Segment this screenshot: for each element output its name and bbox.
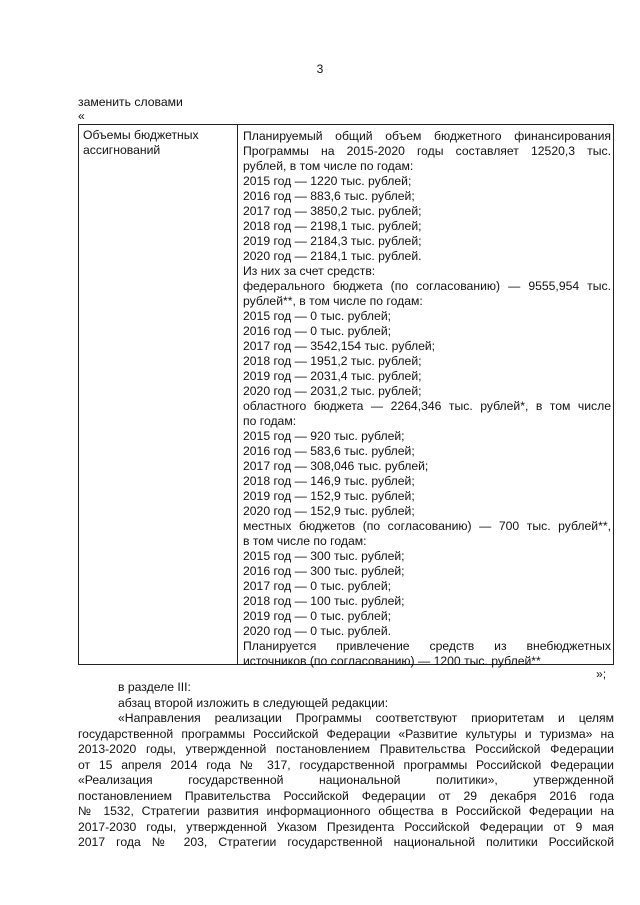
content-line: 2015 год — 300 тыс. рублей; <box>243 549 405 563</box>
content-line: рублей, в том числе по годам: <box>243 159 414 173</box>
intro-open-quote: « <box>78 109 85 123</box>
content-line: 2020 год — 152,9 тыс. рублей; <box>243 504 415 518</box>
content-line: 2015 год — 920 тыс. рублей; <box>243 429 405 443</box>
content-line: 2016 год — 583,6 тыс. рублей; <box>243 444 415 458</box>
content-line: 2015 год — 0 тыс. рублей; <box>243 309 392 323</box>
content-line: местных бюджетов (по согласованию) — 700 тыс. рублей**, <box>243 519 611 533</box>
content-line: Из них за счет средств: <box>243 264 376 278</box>
content-line: 2016 год — 883,6 тыс. рублей; <box>243 189 415 203</box>
passport-table <box>78 124 614 668</box>
content-line: рублей**, в том числе по годам: <box>243 294 423 308</box>
content-line: 2017 год — 308,046 тыс. рублей; <box>243 459 429 473</box>
content-line: 2020 год — 2031,2 тыс. рублей; <box>243 384 422 398</box>
content-line: 2018 год — 1951,2 тыс. рублей; <box>243 354 422 368</box>
paragraph-line: 2017 года № 203, Стратегии государственной национальной политики Российской <box>78 835 614 849</box>
paragraph-line: «Реализация государственной национальной политики», утвержденной <box>78 773 614 787</box>
content-line: областного бюджета — 2264,346 тыс. рублей*, в том числе <box>243 399 611 413</box>
paragraph-line: от 15 апреля 2014 года № 317, государственной программы Российской Федерации <box>78 757 614 772</box>
label-line: Объемы бюджетных <box>83 128 199 142</box>
content-line: 2017 год — 3542,154 тыс. рублей; <box>243 339 436 353</box>
content-line: 2015 год — 1220 тыс. рублей; <box>243 174 412 188</box>
content-line: 2018 год — 100 тыс. рублей; <box>243 594 405 608</box>
paragraph-line: государственной программы Российской Федерации «Развитие культуры и туризма» на <box>78 726 614 741</box>
paragraph-line: абзац второй изложить в следующей редакции: <box>118 695 389 710</box>
content-line: по годам: <box>243 414 297 428</box>
content-line: в том числе по годам: <box>243 534 367 548</box>
content-line: 2018 год — 146,9 тыс. рублей; <box>243 474 415 488</box>
intro-line-1: заменить словами <box>78 95 183 109</box>
amendment-text <box>78 680 614 851</box>
paragraph-line: постановлением Правительства Российской Федерации от 29 декабря 2016 года <box>78 788 614 803</box>
content-line: Программы на 2015-2020 годы составляет 12520,3 тыс. <box>243 144 611 158</box>
content-line: Планируемый общий объем бюджетного финансирования <box>243 129 611 143</box>
content-line: 2016 год — 0 тыс. рублей; <box>243 324 392 338</box>
label-line: ассигнований <box>83 143 161 157</box>
content-line: 2017 год — 3850,2 тыс. рублей; <box>243 204 422 218</box>
paragraph-line: № 1532, Стратегии развития информационного общества в Российской Федерации на <box>78 804 614 818</box>
paragraph-line: в разделе III: <box>118 680 191 694</box>
paragraph-line: 2017-2030 годы, утвержденной Указом Президента Российской Федерации от 9 мая <box>78 819 614 834</box>
paragraph-line: 2013-2020 годы, утвержденной постановлением Правительства Российской Федерации <box>78 742 614 756</box>
content-line: 2016 год — 300 тыс. рублей; <box>243 564 405 578</box>
passport-label-cell <box>83 128 233 158</box>
content-line: федерального бюджета (по согласованию) — 9555,954 тыс. <box>243 279 611 293</box>
content-line: 2017 год — 0 тыс. рублей; <box>243 579 392 593</box>
content-line: 2019 год — 152,9 тыс. рублей; <box>243 489 415 503</box>
column-divider <box>237 125 238 664</box>
content-line: Планируется привлечение средств из внебюджетных <box>243 639 611 653</box>
content-line: 2020 год — 0 тыс. рублей. <box>243 624 392 638</box>
content-line: 2020 год — 2184,1 тыс. рублей. <box>243 249 422 263</box>
paragraph-line: «Направления реализации Программы соответствуют приоритетам и целям <box>118 711 614 725</box>
content-line: 2019 год — 2184,3 тыс. рублей; <box>243 234 422 248</box>
page-number: 3 <box>316 62 324 76</box>
closing-quote: »; <box>596 667 607 681</box>
passport-content-cell <box>243 129 611 669</box>
content-line: 2019 год — 0 тыс. рублей; <box>243 609 392 623</box>
content-line: источников (по согласованию) — 1200 тыс. рублей** <box>243 654 541 668</box>
content-line: 2019 год — 2031,4 тыс. рублей; <box>243 369 422 383</box>
content-line: 2018 год — 2198,1 тыс. рублей; <box>243 219 422 233</box>
